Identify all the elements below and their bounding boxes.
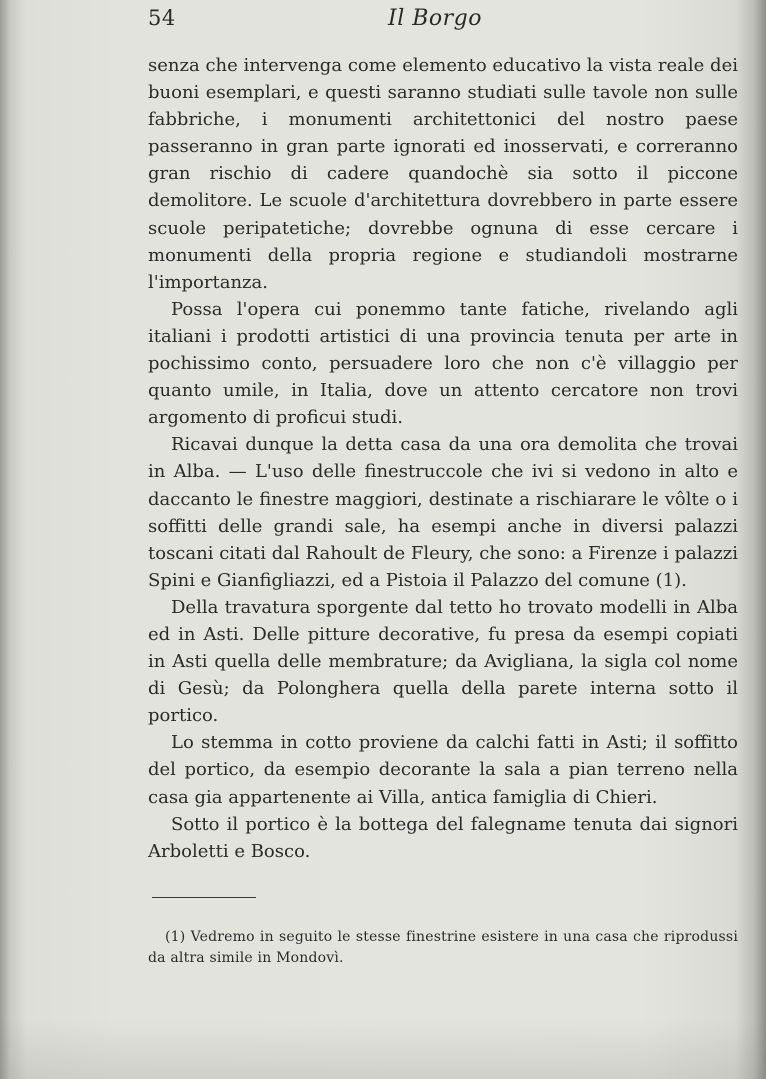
running-title: Il Borgo — [388, 6, 482, 31]
paragraph-2: Possa l'opera cui ponemmo tante fatiche, rivelando agli italiani i prodotti artistici di una provincia tenuta per arte in pochissimo conto, persuadere loro che non c'è villaggio per quanto umile, in Italia, dove un attento cercatore non trovi argomento di proficui studi. — [148, 298, 738, 429]
paragraph-6: Sotto il portico è la bottega del falegname tenuta dai signori Arboletti e Bosco. — [148, 813, 738, 862]
paragraph-5: Lo stemma in cotto proviene da calchi fatti in Asti; il soffitto del portico, da esempio decorante la sala a pian terreno nella casa gia appartenente ai Villa, antica famiglia di Chieri. — [148, 732, 738, 808]
paragraph-3: Ricavai dunque la detta casa da una ora demolita che trovai in Alba. — L'uso delle finestruccole che ivi si vedono in alto e daccanto le finestre maggiori, destinate a rischiarare le vôlte o i soffitti delle grandi sale, ha esempi anche in diversi palazzi toscani citati dal Rahoult de Fleury, che sono: a Firenze i palazzi Spini e Gianfigliazzi, ed a Pistoia il Palazzo del comune (1). — [148, 434, 738, 591]
footnote: (1) Vedremo in seguito le stesse finestrine esistere in una casa che riprodussi da altra simile in Mondovì. — [148, 929, 738, 966]
page-header — [148, 6, 738, 36]
footnote-divider — [152, 897, 256, 898]
body-text — [148, 52, 738, 865]
page-number: 54 — [148, 6, 176, 30]
paragraph-4: Della travatura sporgente dal tetto ho trovato modelli in Alba ed in Asti. Delle pitture decorative, fu presa da esempi copiati in Asti quella delle membrature; da Avigliana, la sigla col nome di Gesù; da Polonghera quella della parete interna sotto il portico. — [148, 596, 738, 727]
paragraph-1: senza che intervenga come elemento educativo la vista reale dei buoni esemplari, e questi saranno studiati sulle tavole non sulle fabbriche, i monumenti architettonici del nostro paese passeranno in gran parte ignorati ed inosservati, e correranno gran rischio di cadere quandochè sia sotto il piccone demolitore. Le scuole d'architettura dovrebbero in parte essere scuole peripatetiche; dovrebbe ognuna di esse cercare i monumenti della propria regione e studiandoli mostrarne l'importanza. — [148, 55, 738, 293]
